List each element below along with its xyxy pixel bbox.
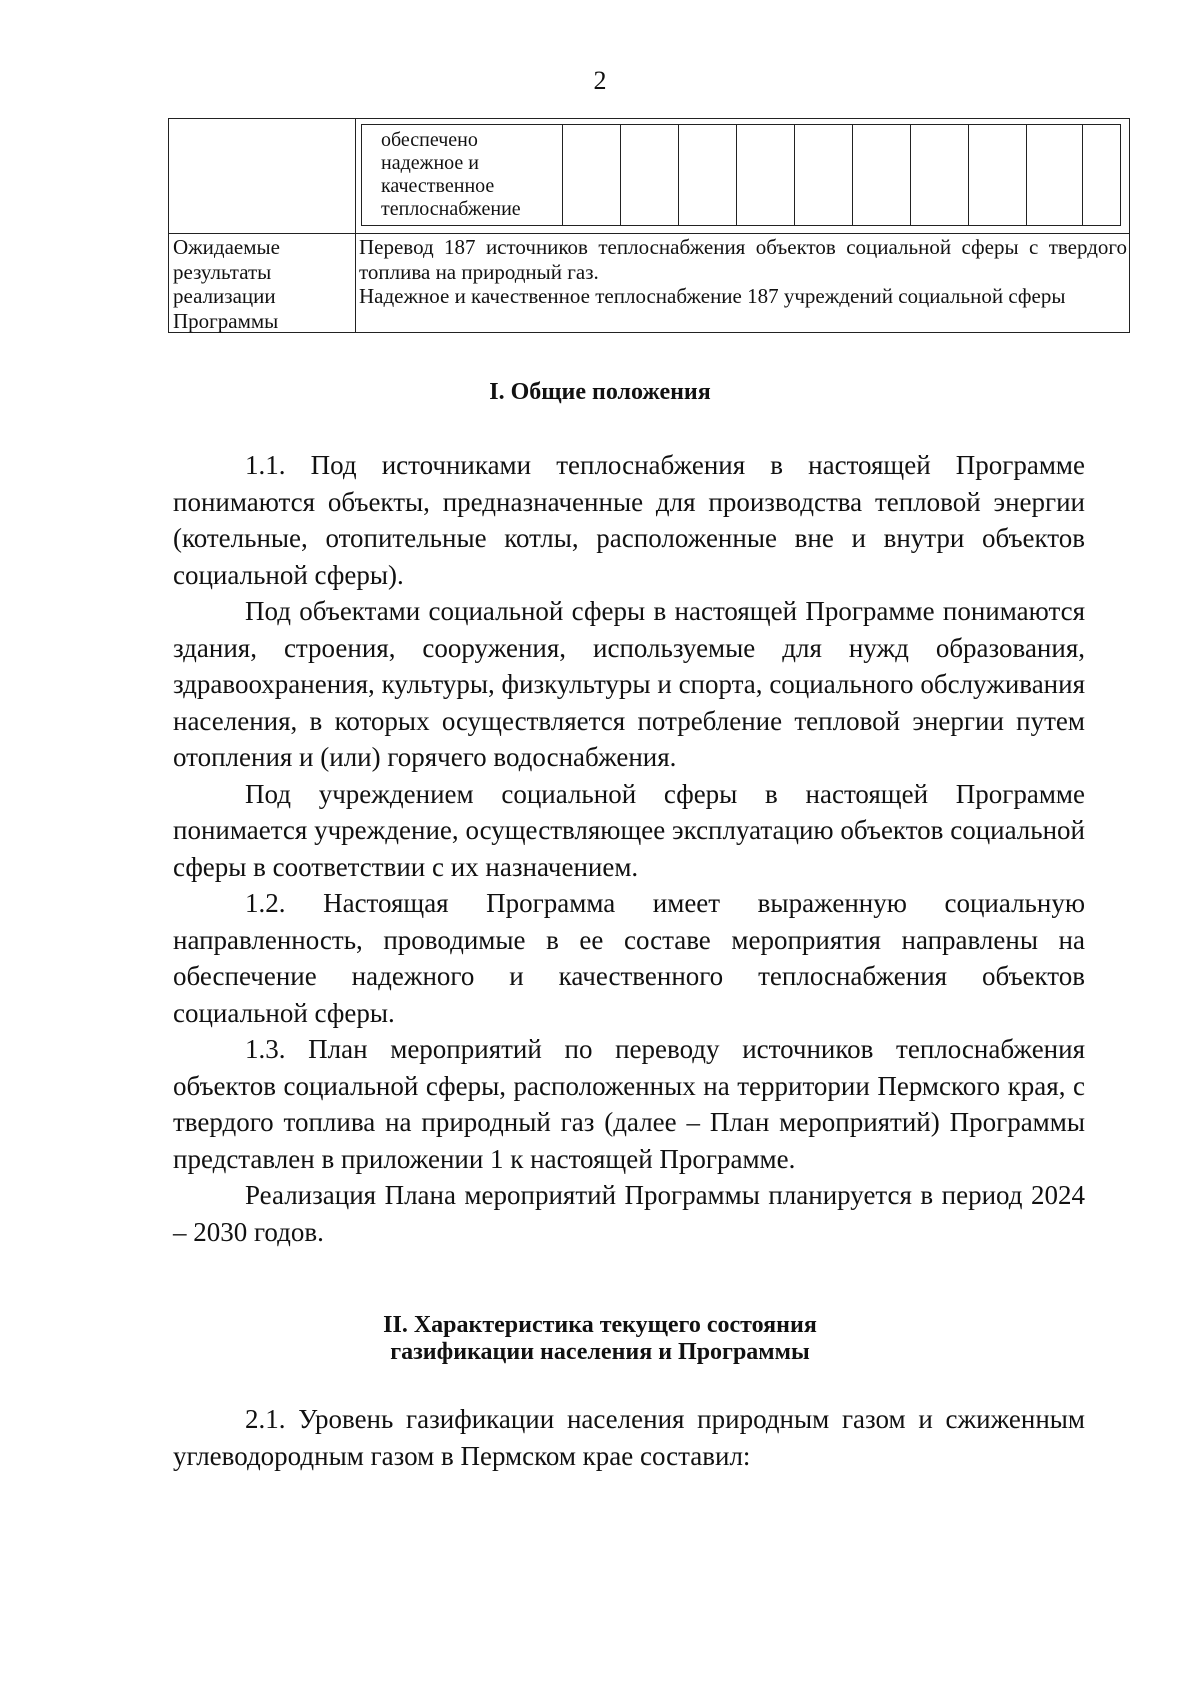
paragraph: Под объектами социальной сферы в настоящей Программе понимаются здания, строения, сооружения, используемые для нужд образования, здравоохранения, культуры, физкультуры и спорта, социального обслуживания населения, в которых осуществляется потребление тепловой энергии путем отопления и (или) горячего водоснабжения. (173, 596, 1085, 772)
table-row-results (168, 233, 1130, 333)
paragraph: Реализация Плана мероприятий Программы планируется в период 2024 – 2030 годов. (173, 1180, 1085, 1247)
paragraph: 1.2. Настоящая Программа имеет выраженную социальную направленность, проводимые в ее составе мероприятия направлены на обеспечение надежного и качественного теплоснабжения объектов социальной сферы. (173, 888, 1085, 1028)
table-divider (355, 119, 356, 233)
table-continuation (168, 118, 1130, 234)
section-heading-2 (0, 1312, 1200, 1366)
table-divider (355, 233, 356, 332)
paragraph: Под учреждением социальной сферы в настоящей Программе понимается учреждение, осуществляющее эксплуатацию объектов социальной сферы в соответствии с их назначением. (173, 778, 1085, 882)
table-row-value-line: Надежное и качественное теплоснабжение 187 учреждений социальной сферы (359, 284, 1066, 308)
table-cell-continued: обеспечено надежное и качественное теплоснабжение (381, 129, 521, 220)
paragraph: 1.1. Под источниками теплоснабжения в настоящей Программе понимаются объекты, предназначенные для производства тепловой энергии (котельные, отопительные котлы, расположенные вне и внутри объектов социальной сферы). (173, 450, 1085, 590)
table-row-value (359, 235, 1127, 309)
table-row-label: Ожидаемые результаты реализации Программы (173, 235, 280, 333)
table-row-value-line: Перевод 187 источников теплоснабжения объектов социальной сферы с твердого топлива на природный газ. (359, 235, 1127, 284)
paragraph: 1.3. План мероприятий по переводу источников теплоснабжения объектов социальной сферы, расположенных на территории Пермского края, с твердого топлива на природный газ (далее – План мероприятий) Программы представлен в приложении 1 к настоящей Программе. (173, 1034, 1085, 1174)
section-heading-2-line: II. Характеристика текущего состояния (383, 1312, 817, 1338)
section-heading-1: I. Общие положения (489, 379, 711, 405)
section-1-body (173, 447, 1085, 1250)
page-number: 2 (593, 66, 607, 95)
section-heading-2-line: газификации населения и Программы (390, 1339, 810, 1365)
paragraph: 2.1. Уровень газификации населения природным газом и сжиженным углеводородным газом в Пермском крае составил: (173, 1404, 1085, 1471)
section-2-body (173, 1401, 1085, 1474)
